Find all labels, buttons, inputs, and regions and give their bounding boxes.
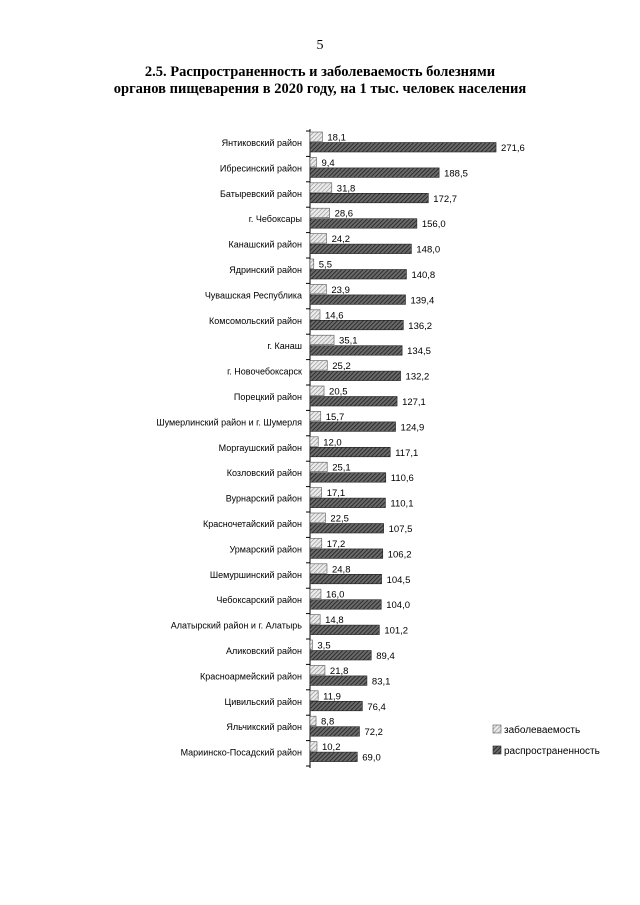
data-label: 23,9 [331, 284, 350, 296]
category-label: г. Новочебоксарск [227, 366, 302, 377]
bar-incidence [310, 513, 325, 523]
bar-prevalence [310, 524, 384, 534]
chart-title-line-2: органов пищеварения в 2020 году, на 1 тыс. человек населения [113, 81, 527, 97]
data-label: 12,0 [323, 437, 342, 449]
data-label: 20,5 [329, 386, 348, 398]
bar-prevalence [310, 549, 383, 559]
data-label: 16,0 [325, 589, 345, 601]
bar-incidence [310, 234, 327, 244]
bar-incidence [310, 157, 316, 167]
bar-prevalence [310, 346, 402, 356]
data-label: 18,1 [327, 132, 346, 144]
bar-incidence [310, 132, 322, 142]
category-label: Козловский район [226, 468, 302, 479]
data-label: 124,9 [400, 422, 425, 434]
bar-prevalence [310, 219, 417, 229]
bar-prevalence [310, 295, 405, 305]
data-label: 110,1 [390, 498, 414, 510]
bar-prevalence [310, 651, 371, 661]
data-label: 15,7 [325, 411, 345, 423]
legend-swatch-incidence [493, 725, 501, 733]
data-label: 104,5 [386, 574, 411, 586]
data-label: 24,8 [331, 564, 351, 576]
data-label: 69,0 [362, 752, 381, 764]
category-label: Янтиковский район [221, 138, 302, 148]
data-label: 156,0 [421, 219, 446, 231]
data-label: 188,5 [444, 168, 468, 180]
bar-incidence [310, 361, 327, 371]
bar-incidence [310, 462, 327, 472]
data-label: 31,8 [336, 183, 356, 195]
data-label: 5,5 [318, 259, 332, 271]
data-label: 89,4 [376, 651, 395, 662]
data-label: 101,2 [384, 625, 409, 637]
category-label: г. Чебоксары [248, 214, 302, 225]
data-label: 172,7 [433, 193, 458, 205]
bar-prevalence [310, 498, 385, 508]
data-label: 11,9 [323, 691, 341, 703]
bar-prevalence [310, 676, 367, 686]
bar-prevalence [310, 447, 390, 457]
bar-incidence [310, 538, 322, 548]
category-label: Красноармейский район [200, 671, 302, 682]
bar-incidence [310, 564, 327, 574]
category-label: Чебоксарский район [216, 595, 302, 606]
data-label: 140,8 [411, 270, 436, 281]
category-label: Урмарский район [229, 544, 302, 555]
category-label: Ибресинский район [219, 163, 302, 174]
data-label: 3,5 [317, 640, 331, 652]
bar-prevalence [310, 701, 362, 711]
data-label: 83,1 [371, 676, 391, 688]
bar-incidence [310, 665, 325, 675]
bar-incidence [310, 488, 322, 498]
data-label: 17,2 [326, 538, 346, 550]
category-label: Аликовский район [225, 646, 302, 656]
bar-incidence [310, 411, 321, 421]
data-label: 24,2 [331, 234, 351, 246]
data-label: 139,4 [410, 295, 435, 307]
data-label: 35,1 [339, 335, 358, 347]
bar-incidence [310, 386, 324, 396]
category-label: Канашский район [228, 239, 302, 250]
category-label: Порецкий район [233, 392, 302, 402]
data-label: 132,2 [405, 371, 430, 383]
bar-prevalence [310, 320, 403, 330]
bar-incidence [310, 742, 317, 752]
category-label: Красночетайский район [203, 519, 302, 529]
data-label: 10,2 [321, 742, 341, 754]
category-label: Мариинско-Посадский район [180, 747, 302, 758]
bar-prevalence [310, 168, 439, 178]
bar-incidence [310, 208, 330, 218]
bar-prevalence [310, 193, 428, 203]
category-label: Моргаушский район [218, 442, 302, 453]
data-label: 127,1 [402, 397, 426, 408]
category-label: Шумерлинский район и г. Шумерля [156, 417, 302, 428]
legend-swatch-prevalence [493, 746, 501, 754]
bar-incidence [310, 589, 321, 599]
bar-prevalence [310, 752, 357, 762]
bar-prevalence [310, 473, 386, 483]
data-label: 14,6 [325, 310, 344, 322]
chart-title-line-1: 2.5. Распространенность и заболеваемость болезнями [144, 64, 496, 80]
bar-incidence [310, 691, 318, 701]
bar-prevalence [310, 727, 359, 737]
bar-incidence [310, 284, 326, 294]
data-label: 9,4 [321, 157, 335, 169]
data-label: 25,2 [332, 361, 351, 373]
bar-prevalence [310, 574, 382, 584]
category-label: Комсомольский район [209, 315, 302, 326]
bar-prevalence [310, 371, 401, 381]
data-label: 110,6 [390, 473, 414, 485]
category-label: Яльчикский район [226, 722, 302, 733]
bar-incidence [310, 615, 320, 625]
data-label: 148,0 [416, 244, 441, 256]
bar-prevalence [310, 422, 396, 432]
category-label: Батыревский район [219, 188, 302, 199]
data-label: 25,1 [332, 462, 351, 474]
category-label: Цивильский район [224, 696, 302, 707]
bar-incidence [310, 183, 332, 193]
page-number: 5 [316, 38, 324, 53]
category-label: г. Канаш [267, 341, 302, 352]
category-label: Чувашская Республика [204, 290, 302, 301]
data-label: 76,4 [367, 701, 386, 713]
category-label: Шемуршинский район [209, 569, 302, 580]
bar-incidence [310, 259, 314, 269]
data-label: 136,2 [408, 320, 433, 332]
data-label: 134,5 [407, 346, 431, 358]
data-label: 106,2 [387, 549, 412, 561]
data-label: 107,5 [388, 524, 413, 535]
data-label: 104,0 [386, 600, 411, 612]
bar-prevalence [310, 143, 496, 153]
data-label: 14,8 [325, 615, 344, 627]
bar-incidence [310, 335, 334, 345]
bar-incidence [310, 310, 320, 320]
data-label: 21,8 [329, 665, 349, 677]
data-label: 22,5 [330, 513, 349, 525]
bar-incidence [310, 640, 312, 650]
data-label: 72,2 [364, 727, 383, 739]
data-label: 271,6 [501, 143, 525, 154]
data-label: 17,1 [326, 488, 346, 500]
category-label: Ядринский район [229, 265, 302, 275]
bar-prevalence [310, 600, 381, 610]
legend-label-prevalence: распространенность [504, 746, 600, 757]
bar-prevalence [310, 397, 397, 407]
data-label: 28,6 [334, 208, 354, 220]
data-label: 8,8 [321, 716, 335, 728]
bar-incidence [310, 716, 316, 726]
bar-incidence [310, 437, 318, 447]
category-label: Вурнарский район [225, 493, 302, 504]
category-label: Алатырский район и г. Алатырь [170, 620, 302, 631]
bar-prevalence [310, 244, 411, 254]
bar-prevalence [310, 270, 406, 280]
legend-label-incidence: заболеваемость [504, 725, 581, 736]
bar-prevalence [310, 625, 379, 635]
data-label: 117,1 [395, 447, 419, 459]
